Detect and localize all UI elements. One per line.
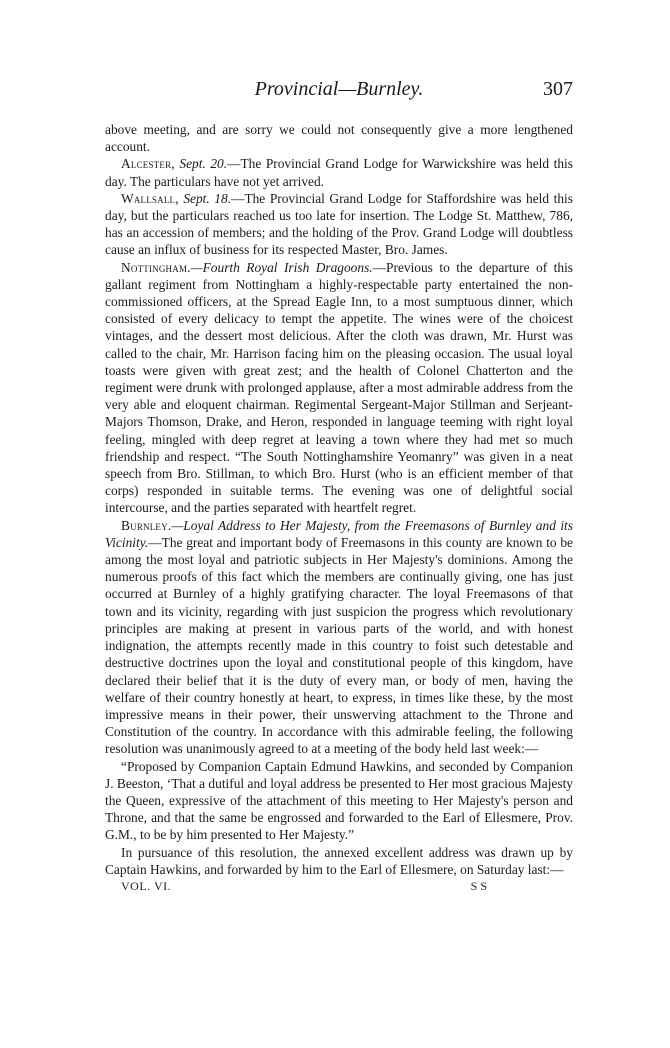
paragraph-alcester <box>105 155 573 189</box>
volume-number: VOL. VI. <box>121 878 172 893</box>
paragraph-burnley <box>105 517 573 758</box>
date-heading: Sept. 20. <box>179 156 228 172</box>
paragraph-pursuance: In pursuance of this resolution, the annexed excellent address was drawn up by Captain Hawkins, and forwarded by him to the Earl of Ellesmere, on Saturday last:— <box>105 844 573 877</box>
paragraph-text: —The great and important body of Freemasons in this county are known to be among the most loyal and patriotic subjects in Her Majesty's dominions. Among the numerous proofs of this fact which the members are continually giving, one has just occurred at Burnley of a highly gratifying character. The loyal Freemasons of that town and its vicinity, regarding with just suspicion the progress which revolutionary principles are making at present in various parts of the world, and with honest indignation, the attempts recently made in this country to foist such detestable and destructive doctrines upon the loyal and constitutional people of this kingdom, have declared their belief that it is the duty of every man, or body of men, having the welfare of their country honestly at heart, to express, in times like these, by the most impressive means in their power, their unswerving attachment to the Throne and Constitution of the country. In accordance with this admirable feeling, the following resolution was unanimously agreed to at a meeting of the body held last week:— <box>105 534 573 757</box>
signature-mark: S S <box>470 878 487 893</box>
paragraph-text: —Previous to the departure of this gallant regiment from Nottingham a highly-respectable party entertained the non-commissioned officers, at the Spread Eagle Inn, to a most sumptuous dinner, which consisted of every delicacy to tempt the appetite. The wines were of the choicest vintages, and the dessert most delicious. After the cloth was drawn, Mr. Hurst was called to the chair, Mr. Harrison facing him on the pleasing occasion. The usual loyal toasts were given with great zest; and the health of Colonel Chatterton and the regiment were drunk with prolonged applause, after a most admirable address from the very able and eloquent chairman. Regimental Sergeant-Major Stillman and Serjeant-Majors Thomson, Drake, and Heron, responded in language teeming with right loyal feeling, mingled with deep regret at leaving a town where they had met so much friendship and respect. “The South Nottinghamshire Yeomanry” was given in a neat speech from Bro. Stillman, to which Bro. Hurst (who is an efficient member of that corps) responded in suitable terms. The evening was one of delightful social intercourse, and the parties separated with heartfelt regret. <box>105 259 573 516</box>
paragraph-text: —The Provincial Grand Lodge for Staffordshire was held this day, but the particulars reached us too late for insertion. The Lodge St. Matthew, 786, has an accession of members; and the holding of the Prov. Grand Lodge will doubtless cause an influx of business for its respected Master, Bro. James. <box>105 190 573 258</box>
paragraph-nottingham <box>105 259 573 517</box>
date-heading: Sept. 18. <box>183 190 232 206</box>
subject-heading: —Fourth Royal Irish Dragoons. <box>190 259 373 275</box>
place-heading: Alcester, <box>121 156 175 172</box>
paragraph-resolution: “Proposed by Companion Captain Edmund Hawkins, and seconded by Companion J. Beeston, ‘That a dutiful and loyal address be presented to Her most gracious Majesty the Queen, expressive of the attachment of this meeting to Her Majesty's person and Throne, and that the same be engrossed and forwarded to the Earl of Ellesmere, Prov. G.M., to be by him presented to Her Majesty.” <box>105 758 573 843</box>
paragraph-wallsall <box>105 190 573 259</box>
subject-heading: —Loyal Address to Her Majesty, from the Freemasons of Burnley and its Vicinity. <box>105 517 573 550</box>
running-header <box>105 78 573 108</box>
place-heading: Burnley. <box>121 517 172 533</box>
paragraph-continuation: above meeting, and are sorry we could not consequently give a more lengthened account. <box>105 122 573 155</box>
place-heading: Nottingham. <box>121 259 191 275</box>
page-number: 307 <box>543 78 573 100</box>
place-heading: Wallsall, <box>121 190 179 206</box>
running-title: Provincial—Burnley. <box>254 78 424 100</box>
paragraph-text: —The Provincial Grand Lodge for Warwickshire was held this day. The particulars have not yet arrived. <box>105 156 573 189</box>
page-footer <box>105 879 573 894</box>
article-body <box>105 121 573 894</box>
